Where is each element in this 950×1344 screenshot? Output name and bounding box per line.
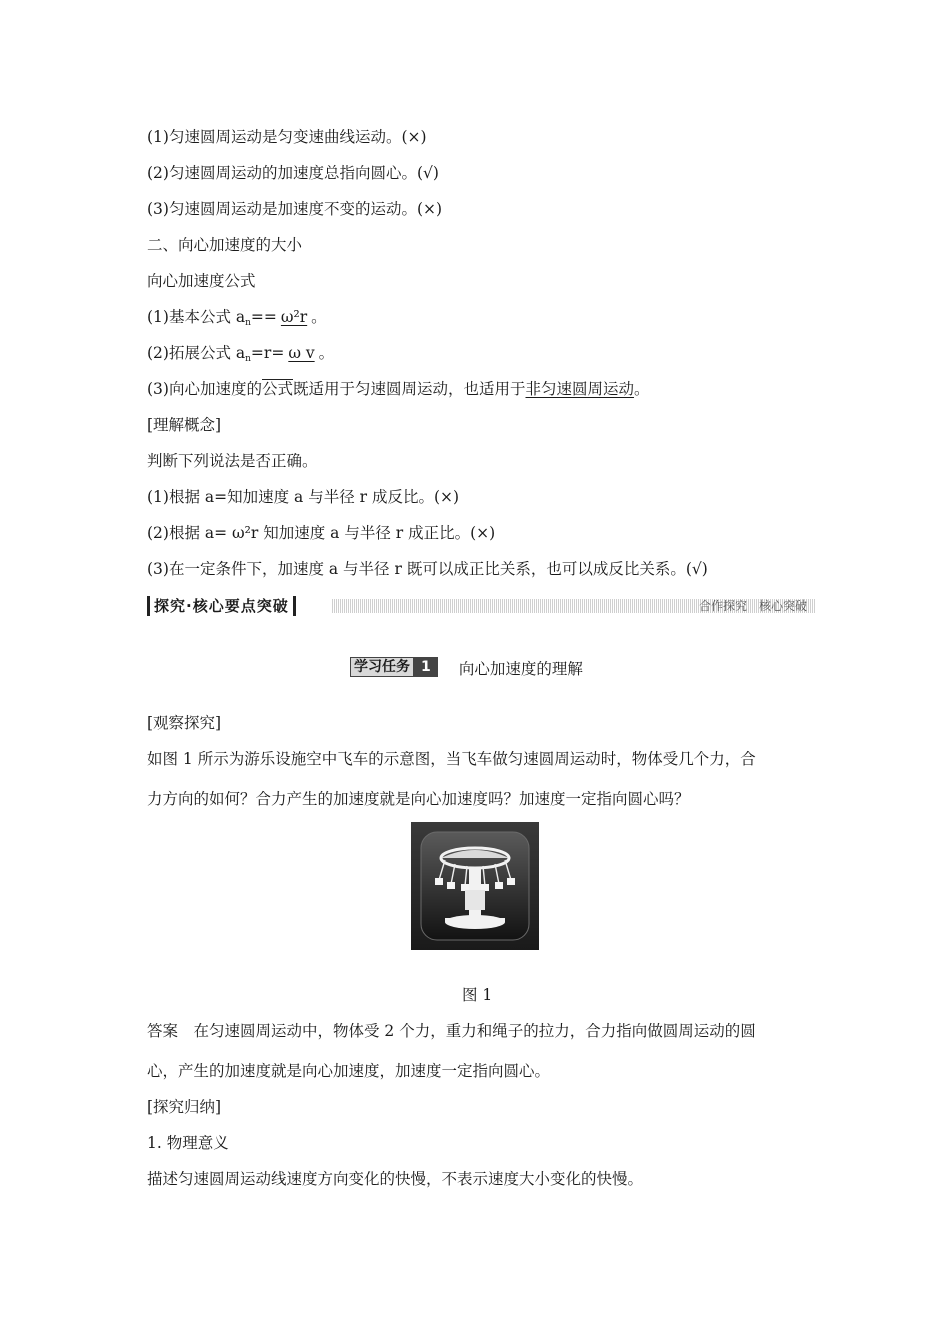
banner-title: 探究·核心要点突破 — [147, 596, 296, 616]
question-line-1: 如图 1 所示为游乐设施空中飞车的示意图，当飞车做匀速圆周运动时，物体受几个力，合 — [147, 750, 756, 768]
carousel-ride-figure — [411, 822, 539, 950]
task-title: 向心加速度的理解 — [458, 660, 583, 678]
point-1-heading: 1. 物理意义 — [147, 1134, 229, 1152]
formula-applicability: (3)向心加速度的公式既适用于匀速圆周运动，也适用于非匀速圆周运动。 — [147, 380, 650, 398]
task-label: 学习任务 — [350, 657, 414, 677]
line-1: (1)匀速圆周运动是匀变速曲线运动。(×) — [147, 128, 427, 146]
answer-line-2: 心，产生的加速度就是向心加速度，加速度一定指向圆心。 — [147, 1062, 551, 1080]
formula-title: 向心加速度公式 — [147, 272, 256, 290]
extended-formula: (2)拓展公式 $a_n=r= \omega$ v 。 — [147, 344, 335, 364]
concept-heading: [理解概念] — [147, 416, 222, 434]
banner-subtitle: 合作探究 核心突破 — [698, 599, 807, 613]
observe-heading: [观察探究] — [147, 714, 222, 732]
task-number: 1 — [414, 657, 438, 677]
concept-item-2: (2)根据 a= ω²r 知加速度 a 与半径 r 成正比。(×) — [147, 524, 496, 542]
answer-line-1: 答案 在匀速圆周运动中，物体受 2 个力，重力和绳子的拉力，合力指向做圆周运动的圆 — [147, 1022, 756, 1040]
concept-item-3: (3)在一定条件下，加速度 a 与半径 r 既可以成正比关系，也可以成反比关系。(√) — [147, 560, 708, 578]
carousel-ride-icon — [411, 822, 539, 950]
line-2: (2)匀速圆周运动的加速度总指向圆心。(√) — [147, 164, 439, 182]
point-1-text: 描述匀速圆周运动线速度方向变化的快慢，不表示速度大小变化的快慢。 — [147, 1170, 644, 1188]
task-heading — [350, 654, 583, 678]
induct-heading: [探究归纳] — [147, 1098, 222, 1116]
judge-instruction: 判断下列说法是否正确。 — [147, 452, 318, 470]
figure-caption: 图 1 — [462, 986, 493, 1004]
section-banner — [147, 596, 815, 616]
section-heading-magnitude: 二、向心加速度的大小 — [147, 236, 303, 254]
concept-item-1: (1)根据 a=知加速度 a 与半径 r 成反比。(×) — [147, 488, 460, 506]
question-line-2: 力方向的如何？合力产生的加速度就是向心加速度吗？加速度一定指向圆心吗？ — [147, 790, 690, 808]
line-3: (3)匀速圆周运动是加速度不变的运动。(×) — [147, 200, 443, 218]
basic-formula: (1)基本公式 $a_n== \omega^2r$ 。 — [147, 308, 327, 328]
